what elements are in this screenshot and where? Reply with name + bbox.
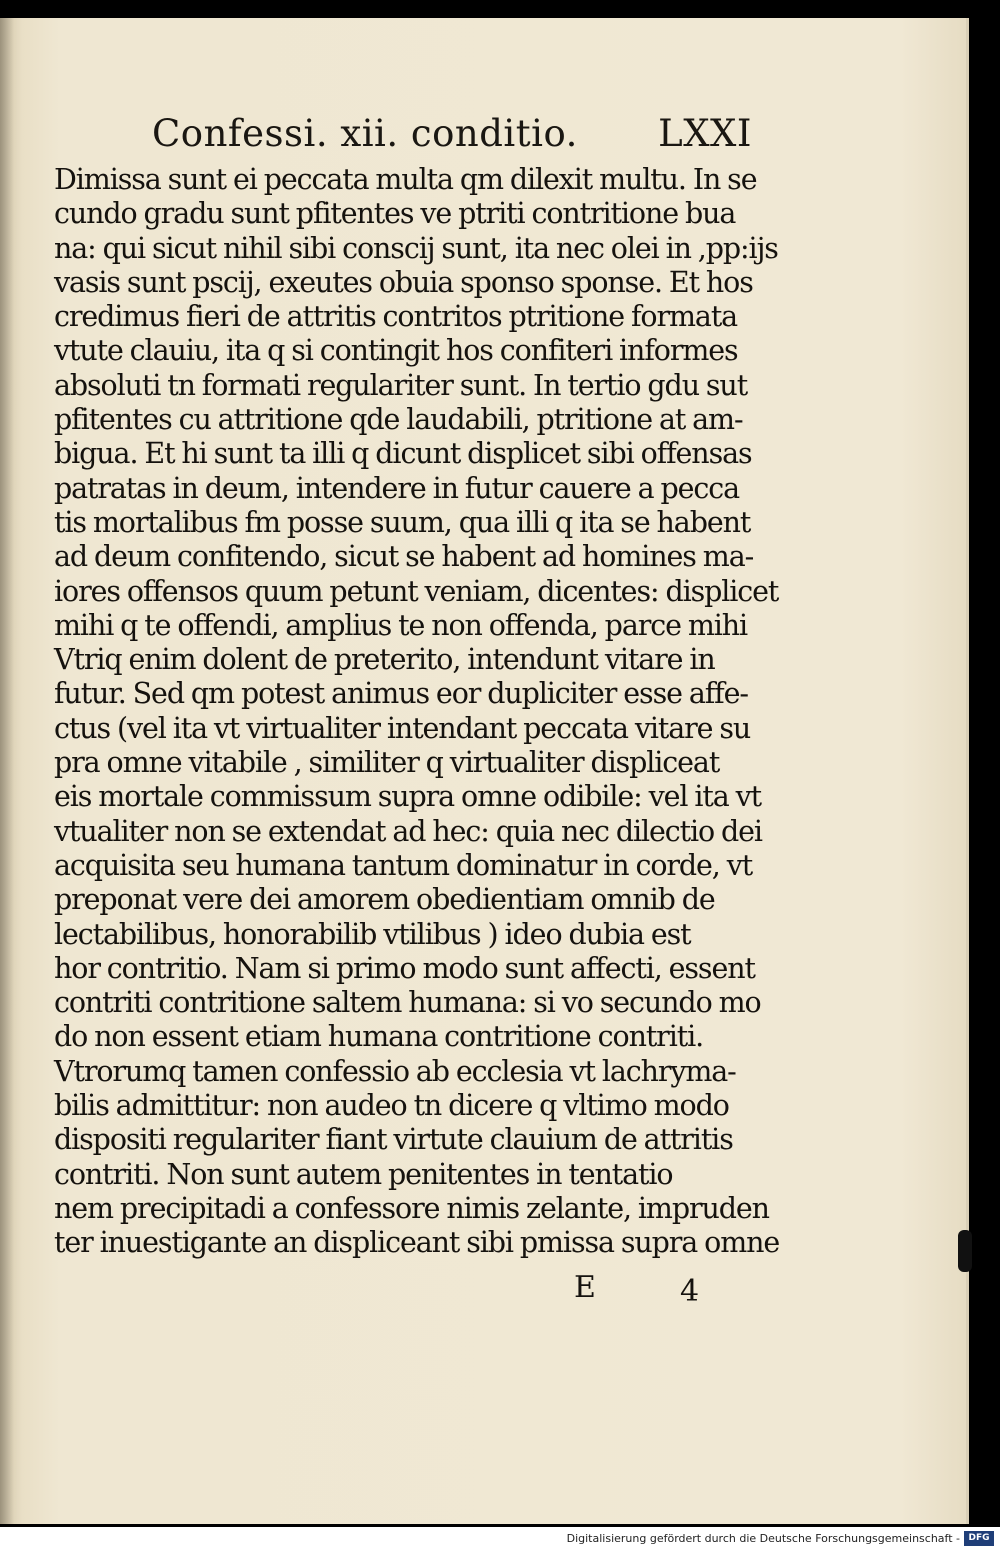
- text-line: bigua. Et hi sunt ta illi q dicunt displicet sibi offensas: [54, 437, 752, 471]
- text-line: iores offensos quum petunt veniam, dicentes: displicet: [54, 574, 779, 608]
- footer-bar: [0, 1527, 1000, 1549]
- page-header: [152, 112, 752, 162]
- text-line: ctus (vel ita vt virtualiter intendant peccata vitare su: [54, 711, 751, 745]
- text-line: absoluti tn formati regulariter sunt. In tertio gdu sut: [54, 368, 748, 402]
- text-line: acquisita seu humana tantum dominatur in corde, vt: [54, 848, 753, 882]
- spine-shadow: [0, 18, 14, 1524]
- text-line: mihi q te offendi, amplius te non offenda, parce mihi: [54, 608, 748, 642]
- text-line: vtualiter non se extendat ad hec: quia nec dilectio dei: [54, 814, 762, 848]
- text-line: futur. Sed qm potest animus eor dupliciter esse affe-: [54, 677, 748, 711]
- page-clip: [958, 1230, 972, 1272]
- text-line: contriti contritione saltem humana: si vo secundo mo: [54, 986, 761, 1020]
- text-line: ad deum confitendo, sicut se habent ad homines ma-: [54, 540, 754, 574]
- text-line: patratas in deum, intendere in futur cauere a pecca: [54, 471, 739, 505]
- signature-number: 4: [680, 1274, 700, 1309]
- text-line: credimus fieri de attritis contritos ptritione formata: [54, 300, 738, 334]
- text-line: Vtrorumq tamen confessio ab ecclesia vt lachryma-: [54, 1054, 736, 1088]
- text-line: cundo gradu sunt pfitentes ve ptriti contritione bua: [54, 197, 736, 231]
- text-line: Vtriq enim dolent de preterito, intendunt vitare in: [54, 643, 715, 677]
- text-line: lectabilibus, honorabilib vtilibus ) ideo dubia est: [54, 917, 691, 951]
- text-line: eis mortale commissum supra omne odibile: vel ita vt: [54, 780, 761, 814]
- text-line: contriti. Non sunt autem penitentes in tentatio: [54, 1157, 673, 1191]
- text-line: pra omne vitabile , similiter q virtualiter displiceat: [54, 746, 720, 780]
- text-line: dispositi regulariter fiant virtute clauium de attritis: [54, 1123, 733, 1157]
- text-line: vtute clauiu, ita q si contingit hos confiteri informes: [54, 334, 738, 368]
- folio-number: LXXI: [658, 112, 752, 155]
- text-line: bilis admittitur: non audeo tn dicere q vltimo modo: [54, 1089, 729, 1123]
- text-line: do non essent etiam humana contritione contriti.: [54, 1020, 704, 1054]
- text-line: pfitentes cu attritione qde laudabili, ptritione at am-: [54, 403, 743, 437]
- text-line: nem precipitadi a confessore nimis zelante, impruden: [54, 1191, 769, 1225]
- dfg-logo: DFG: [964, 1531, 994, 1546]
- body-text: [54, 163, 780, 1261]
- text-line: Dimissa sunt ei peccata multa qm dilexit multu. In se: [54, 163, 757, 196]
- text-line: na: qui sicut nihil sibi conscij sunt, ita nec olei in ,pp:ijs: [54, 231, 778, 265]
- text-line: vasis sunt pscij, exeutes obuia sponso sponse. Et hos: [54, 265, 753, 299]
- text-line: tis mortalibus fm posse suum, qua illi q ita se habent: [54, 505, 751, 539]
- text-line: hor contritio. Nam si primo modo sunt affecti, essent: [54, 951, 755, 985]
- text-line: ter inuestigante an displiceant sibi pmissa supra omne: [54, 1226, 780, 1260]
- running-title: Confessi. xii. conditio.: [152, 112, 578, 155]
- text-line: preponat vere dei amorem obedientiam omnib de: [54, 883, 715, 917]
- footer-credit: Digitalisierung gefördert durch die Deutsche Forschungsgemeinschaft -: [566, 1532, 960, 1545]
- signature-mark: E: [574, 1270, 596, 1305]
